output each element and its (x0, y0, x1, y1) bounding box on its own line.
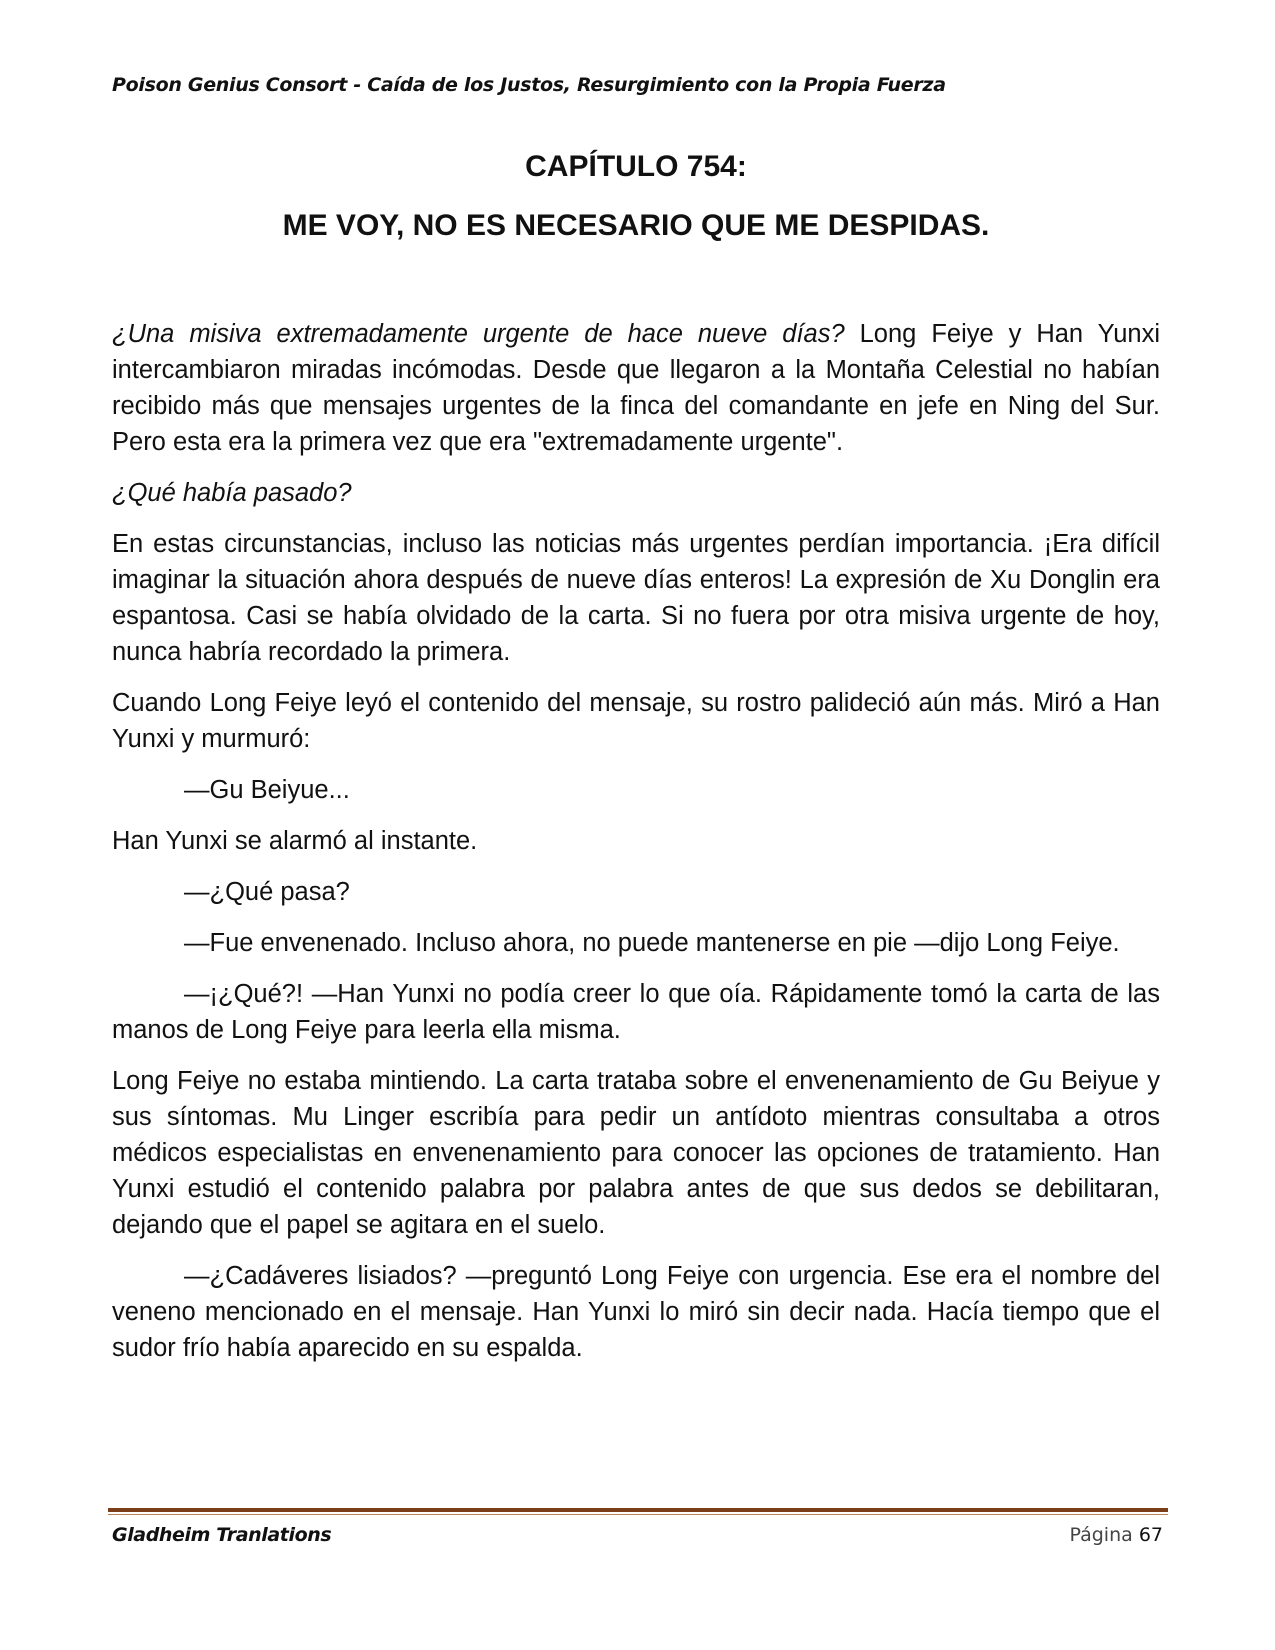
paragraph-text: —¿Qué pasa? (184, 878, 350, 906)
paragraph-text: —¿Cadáveres lisiados? —preguntó Long Feiye con urgencia. Ese era el nombre del veneno mencionado en el mensaje. Han Yunxi lo miró sin decir nada. Hacía tiempo que el sudor frío había aparecido en su espalda. (112, 1262, 1160, 1362)
paragraph (112, 685, 1160, 757)
chapter-number: CAPÍTULO 754: (525, 150, 747, 183)
paragraph-text: —Gu Beiyue... (184, 776, 350, 804)
dialogue-line (112, 925, 1160, 961)
paragraph-text: Cuando Long Feiye leyó el contenido del mensaje, su rostro palideció aún más. Miró a Han Yunxi y murmuró: (112, 689, 1160, 753)
paragraph (112, 316, 1160, 460)
paragraph-italic-lead: ¿Qué había pasado? (112, 479, 352, 507)
paragraph (112, 526, 1160, 670)
chapter-body (112, 316, 1160, 1381)
running-header: Poison Genius Consort - Caída de los Justos, Resurgimiento con la Propia Fuerza (112, 74, 946, 96)
dialogue-line (112, 874, 1160, 910)
page-number: 67 (1138, 1524, 1163, 1546)
paragraph-text: Long Feiye y Han Yunxi intercambiaron miradas incómodas. Desde que llegaron a la Montaña Celestial no habían recibido más que mensajes urgentes de la finca del comandante en jefe en Ning del Sur. Pero esta era la primera vez que era "extremadamente urgente". (112, 320, 1160, 456)
paragraph-italic-lead: ¿Una misiva extremadamente urgente de hace nueve días? (112, 320, 845, 348)
chapter-title: ME VOY, NO ES NECESARIO QUE ME DESPIDAS. (282, 209, 990, 242)
dialogue-line (112, 976, 1160, 1048)
paragraph-text: Han Yunxi se alarmó al instante. (112, 827, 478, 855)
paragraph-text: —Fue envenenado. Incluso ahora, no puede mantenerse en pie —dijo Long Feiye. (184, 929, 1120, 957)
dialogue-line (112, 772, 1160, 808)
paragraph-text: En estas circunstancias, incluso las noticias más urgentes perdían importancia. ¡Era difícil imaginar la situación ahora después de nueve días enteros! La expresión de Xu Donglin era espantosa. Casi se había olvidado de la carta. Si no fuera por otra misiva urgente de hoy, nunca habría recordado la primera. (112, 530, 1160, 666)
paragraph (112, 1063, 1160, 1243)
paragraph (112, 823, 1160, 859)
footer-divider (108, 1508, 1168, 1512)
dialogue-line (112, 1258, 1160, 1366)
paragraph-text: Long Feiye no estaba mintiendo. La carta trataba sobre el envenenamiento de Gu Beiyue y sus síntomas. Mu Linger escribía para pedir un antídoto mientras consultaba a otros médicos especialistas en envenenamiento para conocer las opciones de tratamiento. Han Yunxi estudió el contenido palabra por palabra antes de que sus dedos se debilitaran, dejando que el papel se agitara en el suelo. (112, 1067, 1160, 1239)
paragraph-text: —¡¿Qué?! —Han Yunxi no podía creer lo que oía. Rápidamente tomó la carta de las manos de Long Feiye para leerla ella misma. (112, 980, 1160, 1044)
page-label: Página (1069, 1524, 1133, 1546)
footer-publisher: Gladheim Tranlations (112, 1524, 332, 1546)
footer-divider-thin (108, 1514, 1168, 1515)
footer-page-info (1069, 1524, 1163, 1546)
paragraph (112, 475, 1160, 511)
